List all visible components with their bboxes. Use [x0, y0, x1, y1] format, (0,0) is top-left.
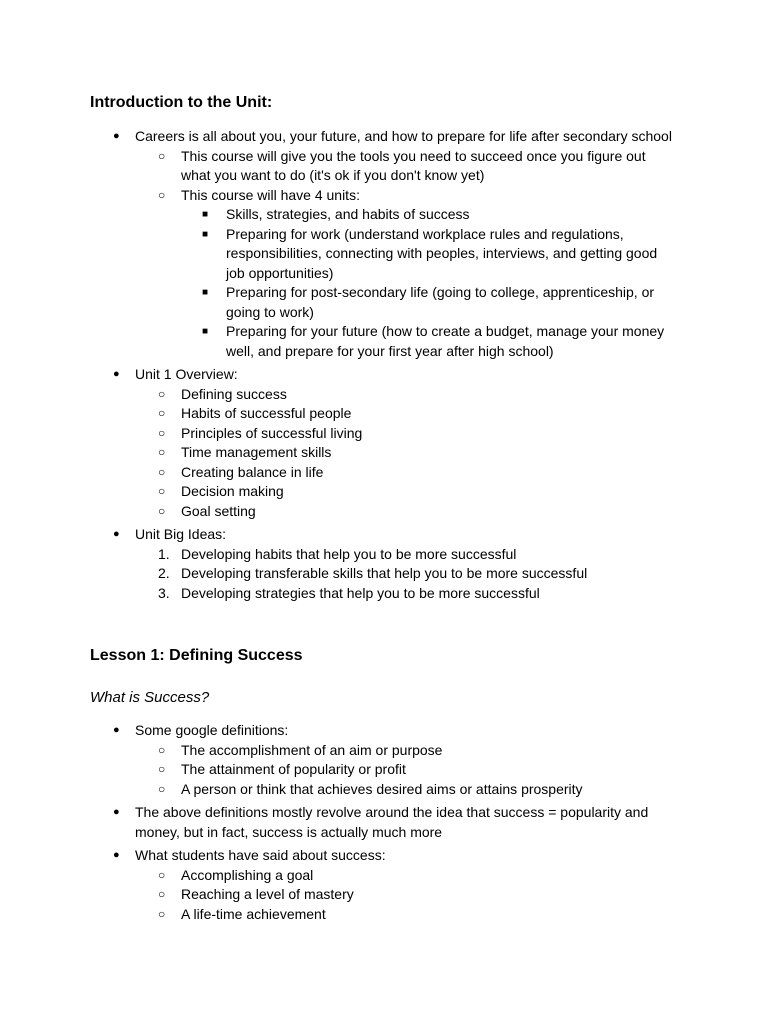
- overview-item: Time management skills: [181, 444, 332, 460]
- google-definition: A person or think that achieves desired aims or attains prosperity: [181, 780, 583, 797]
- bullet-circle: ○: [158, 742, 166, 757]
- bullet-disc: ●: [113, 528, 120, 540]
- list-item: [0, 127, 675, 147]
- bullet-square: ■: [202, 287, 209, 298]
- lesson-heading: Lesson 1: Defining Success: [90, 647, 303, 664]
- bullet-circle: ○: [158, 406, 166, 420]
- list-item: [0, 885, 678, 905]
- unit-text: Preparing for your future (how to create a budget, manage your money well, and prepare for your first year after high school): [226, 323, 665, 359]
- four-units-text: This course will have 4 units:: [181, 186, 360, 203]
- bullet-disc: ●: [113, 130, 120, 142]
- students-label: What students have said about success:: [135, 847, 386, 863]
- unit-text: Skills, strategies, and habits of success: [226, 206, 470, 222]
- student-answer: Accomplishing a goal: [181, 866, 314, 883]
- bullet-circle: ○: [158, 867, 166, 882]
- list-item: [0, 721, 675, 741]
- google-label: Some google definitions:: [135, 722, 289, 738]
- bullet-circle: ○: [158, 781, 166, 796]
- list-number: 2.: [158, 565, 170, 581]
- big-idea-text: Developing strategies that help you to be more successful: [181, 584, 540, 601]
- list-item: [0, 225, 678, 284]
- overview-item: Creating balance in life: [181, 463, 324, 480]
- bullet-circle: ○: [158, 484, 166, 498]
- list-number: 3.: [158, 584, 170, 601]
- bullet-circle: ○: [158, 445, 166, 459]
- bullet-circle: ○: [158, 464, 166, 479]
- intro-list: [0, 127, 768, 603]
- list-item: [0, 525, 675, 545]
- bullet-circle: ○: [158, 187, 166, 202]
- google-definition: The attainment of popularity or profit: [181, 761, 406, 777]
- big-idea-text: Developing habits that help you to be more successful: [181, 545, 517, 562]
- list-item: [0, 186, 678, 206]
- bullet-disc: ●: [113, 724, 120, 736]
- list-item: [0, 424, 678, 444]
- list-item: [0, 205, 678, 225]
- list-item: [0, 905, 678, 925]
- list-item: [0, 322, 678, 361]
- google-definition: The accomplishment of an aim or purpose: [181, 741, 443, 758]
- list-item: [0, 482, 678, 502]
- overview-item: Goal setting: [181, 502, 256, 519]
- big-idea-text: Developing transferable skills that help you to be more successful: [181, 565, 588, 581]
- list-item: [0, 846, 675, 866]
- overview-item: Decision making: [181, 483, 284, 499]
- list-item: [0, 741, 678, 761]
- overview-item: Principles of successful living: [181, 424, 363, 441]
- list-item: [0, 365, 675, 385]
- bullet-circle: ○: [158, 503, 166, 518]
- list-item: [0, 584, 678, 604]
- bullet-disc: ●: [113, 368, 120, 380]
- student-answer: A life-time achievement: [181, 905, 326, 922]
- list-item: [0, 283, 678, 322]
- list-item: [0, 443, 678, 463]
- list-item: [0, 866, 678, 886]
- list-item: [0, 564, 678, 584]
- bullet-circle: ○: [158, 762, 166, 776]
- lesson-list: [0, 721, 768, 924]
- bullet-circle: ○: [158, 887, 166, 901]
- overview-item: Habits of successful people: [181, 405, 352, 421]
- list-item: [0, 404, 678, 424]
- list-item: [0, 502, 678, 522]
- unit-text: Preparing for work (understand workplace rules and regulations, responsibilities, connecting with peoples, interviews, and getting good job opportunities): [226, 225, 658, 281]
- bullet-disc: ●: [113, 849, 120, 861]
- list-item: [0, 147, 678, 186]
- overview-label: Unit 1 Overview:: [135, 366, 238, 382]
- intro-heading: Introduction to the Unit:: [90, 94, 273, 111]
- list-item: [0, 780, 678, 800]
- big-ideas-label: Unit Big Ideas:: [135, 526, 227, 542]
- unit-text: Preparing for post-secondary life (going to college, apprenticeship, or going to work): [226, 284, 655, 320]
- bullet-circle: ○: [158, 386, 166, 401]
- list-item: [0, 385, 678, 405]
- bullet-square: ■: [202, 209, 209, 220]
- bullet-circle: ○: [158, 906, 166, 921]
- revolve-text: The above definitions mostly revolve around the idea that success = popularity and money, but in fact, success is actually much more: [135, 804, 649, 840]
- bullet-square: ■: [202, 326, 209, 337]
- list-item: [0, 545, 678, 565]
- list-item: [0, 760, 678, 780]
- list-number: 1.: [158, 545, 170, 562]
- list-item: [0, 803, 675, 842]
- bullet-square: ■: [202, 228, 209, 240]
- bullet-circle: ○: [158, 425, 166, 440]
- bullet-circle: ○: [158, 148, 166, 163]
- student-answer: Reaching a level of mastery: [181, 886, 354, 902]
- careers-text: Careers is all about you, your future, and how to prepare for life after secondary school: [135, 128, 672, 144]
- bullet-disc: ●: [113, 806, 120, 818]
- tools-text: This course will give you the tools you need to succeed once you figure out what you want to do (it's ok if you don't know yet): [181, 147, 646, 183]
- lesson-subheading: What is Success?: [90, 689, 210, 706]
- list-item: [0, 463, 678, 483]
- overview-item: Defining success: [181, 385, 287, 402]
